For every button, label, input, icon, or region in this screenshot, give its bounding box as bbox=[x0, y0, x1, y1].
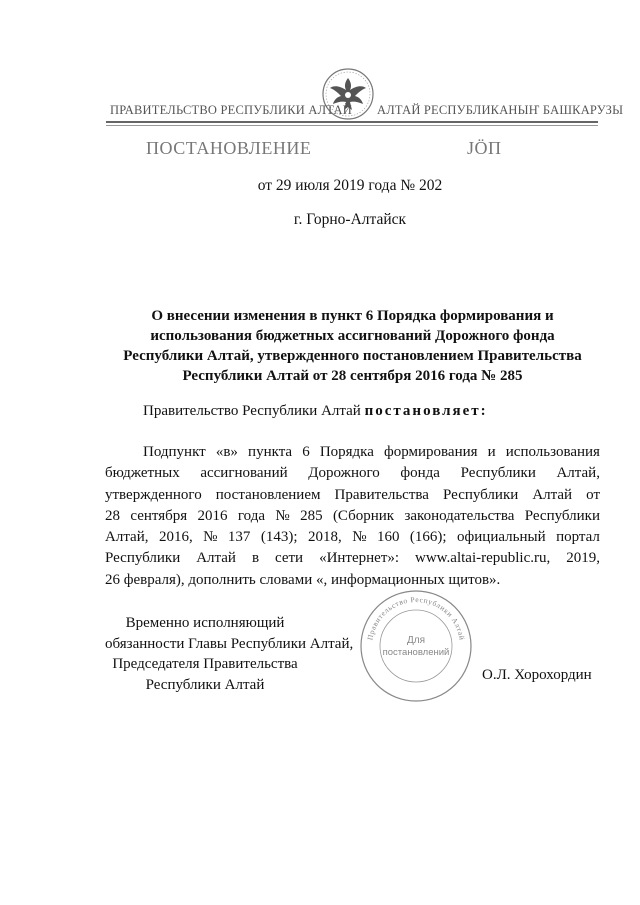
body-word: формирования bbox=[384, 444, 478, 460]
title-line: О внесении изменения в пункт 6 Порядка формирования и bbox=[151, 308, 554, 324]
body-word: от bbox=[586, 486, 600, 503]
signatory-name: О.Л. Хорохордин bbox=[482, 667, 592, 683]
body-word: 6 bbox=[302, 444, 310, 460]
position-line: Республики Алтай bbox=[145, 676, 265, 693]
official-stamp-icon bbox=[358, 588, 474, 704]
body-word: № bbox=[275, 507, 290, 524]
body-word: (166); bbox=[409, 529, 447, 546]
decree-label-altai: ЈӦП bbox=[467, 138, 502, 158]
body-word: бюджетных bbox=[105, 465, 180, 482]
body-word: 2018, bbox=[308, 529, 342, 546]
preamble-subject: Правительство Республики Алтай bbox=[143, 403, 361, 419]
body-word: № bbox=[352, 529, 367, 546]
body-word: Алтай bbox=[532, 486, 573, 503]
body-word: Республики bbox=[524, 507, 600, 524]
body-word: использования bbox=[505, 444, 600, 460]
body-line bbox=[105, 485, 600, 506]
decree-label-russian: ПОСТАНОВЛЕНИЕ bbox=[146, 138, 312, 158]
body-word: года bbox=[237, 507, 266, 524]
stamp-ring-text: Правительство Республики Алтай bbox=[365, 594, 467, 642]
stamp-center-line1: Для bbox=[406, 635, 426, 646]
body-word: 2016 bbox=[197, 507, 228, 524]
body-word: «в» bbox=[215, 444, 238, 460]
body-word: фонда bbox=[400, 465, 440, 482]
body-line bbox=[105, 548, 600, 569]
document-date-number: от 29 июля 2019 года № 202 bbox=[257, 177, 443, 194]
body-word: «Интернет»: bbox=[319, 550, 400, 567]
header-rule-thin bbox=[106, 125, 598, 126]
body-word: законодательства bbox=[404, 507, 515, 524]
body-word: Алтай, bbox=[105, 529, 149, 546]
body-word: № bbox=[203, 529, 218, 546]
position-line: Временно исполняющий bbox=[125, 615, 285, 631]
body-word: в bbox=[251, 550, 260, 567]
preamble bbox=[143, 403, 488, 420]
document-body bbox=[105, 442, 600, 591]
signatory-position bbox=[105, 613, 354, 695]
body-word: Правительства bbox=[334, 486, 429, 503]
body-word: постановлением bbox=[215, 486, 321, 503]
body-word: 2019, bbox=[566, 550, 600, 567]
title-line: использования бюджетных ассигнований Дорожного фонда bbox=[150, 328, 555, 344]
body-line bbox=[105, 442, 600, 463]
preamble-verb: постановляет: bbox=[364, 403, 488, 419]
body-word: www.altai-republic.ru, bbox=[415, 550, 551, 567]
body-line bbox=[105, 527, 600, 548]
body-line bbox=[105, 463, 600, 484]
body-word: (143); bbox=[260, 529, 298, 546]
body-word: утвержденного bbox=[105, 486, 202, 503]
body-word: 285 bbox=[300, 507, 323, 524]
header-org-russian: ПРАВИТЕЛЬСТВО РЕСПУБЛИКИ АЛТАЙ bbox=[110, 103, 352, 117]
body-word: Республики bbox=[460, 465, 536, 482]
header-org-altai: АЛТАЙ РЕСПУБЛИКАНЫҤ БАШКАРУЗЫ bbox=[377, 103, 624, 117]
position-line: Председателя Правительства bbox=[112, 656, 298, 672]
body-word: 2016, bbox=[158, 529, 193, 546]
body-word: сети bbox=[275, 550, 304, 567]
document-city: г. Горно-Алтайск bbox=[293, 211, 407, 228]
stamp-center-line2: постановлений bbox=[382, 647, 450, 658]
body-word: Дорожного bbox=[308, 465, 380, 482]
body-word: Порядка bbox=[319, 444, 374, 460]
body-word: 28 bbox=[105, 507, 120, 524]
position-line: обязанности Главы Республики Алтай, bbox=[105, 635, 354, 652]
body-word: 160 bbox=[376, 529, 400, 546]
body-word: официальный bbox=[457, 529, 546, 546]
body-word: Алтай bbox=[196, 550, 236, 567]
body-word: Алтай, bbox=[556, 465, 600, 482]
body-word: и bbox=[487, 444, 496, 460]
body-word: Республики bbox=[443, 486, 519, 503]
body-word: пункта bbox=[248, 444, 293, 460]
body-line: 26 февраля), дополнить словами «, информационных щитов». bbox=[105, 571, 501, 588]
body-word: Подпункт bbox=[143, 444, 206, 460]
body-word: ассигнований bbox=[200, 465, 288, 482]
body-word: сентября bbox=[130, 507, 188, 524]
document-title bbox=[105, 306, 600, 386]
body-word: 137 bbox=[227, 529, 251, 546]
header-rule-thick bbox=[106, 121, 598, 123]
body-word: портал bbox=[556, 529, 600, 546]
body-word: Республики bbox=[105, 550, 181, 567]
title-line: Республики Алтай, утвержденного постановлением Правительства bbox=[123, 348, 582, 364]
body-line bbox=[105, 506, 600, 527]
body-word: (Сборник bbox=[332, 507, 395, 524]
title-line: Республики Алтай от 28 сентября 2016 года № 285 bbox=[182, 368, 523, 384]
